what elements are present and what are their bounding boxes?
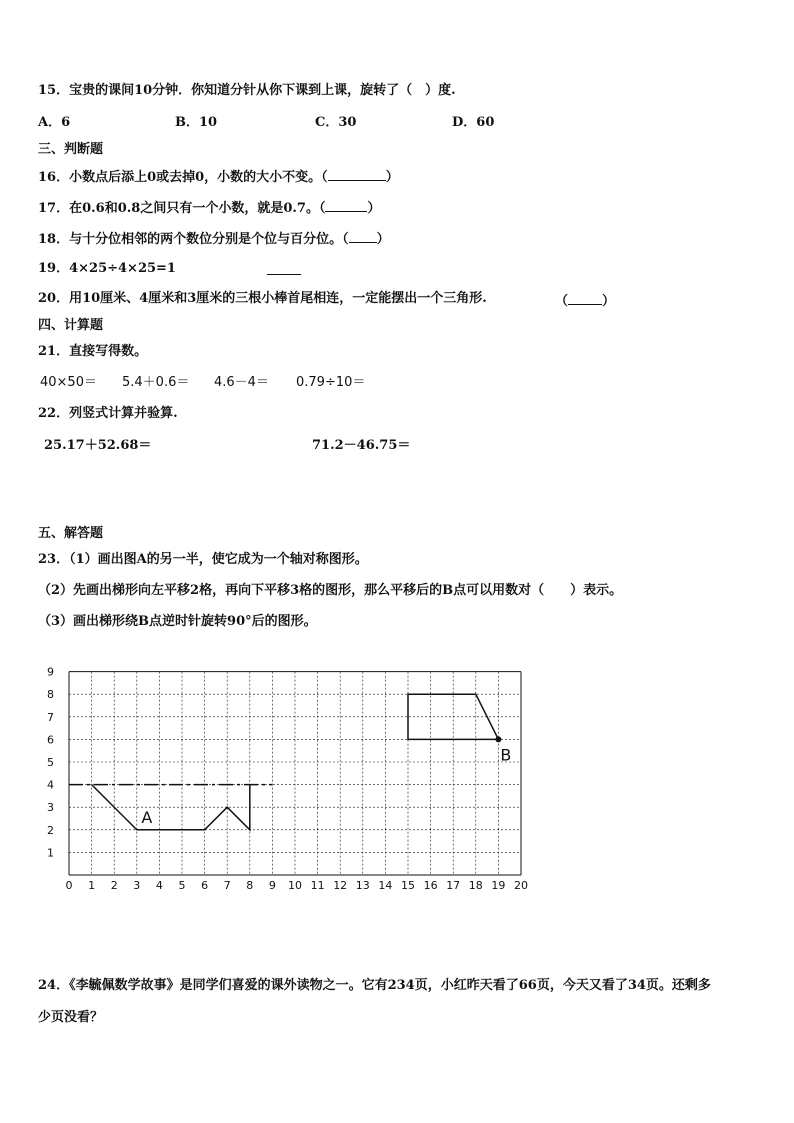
q22-item-2: 71.2－46.75＝ xyxy=(312,438,411,453)
q21-item-1: 40×50＝ xyxy=(40,375,97,390)
x-tick-label: 8 xyxy=(246,879,254,892)
x-tick-label: 20 xyxy=(514,879,528,892)
x-tick-label: 6 xyxy=(201,879,209,892)
x-tick-label: 16 xyxy=(423,879,438,892)
q21-item-4: 0.79÷10＝ xyxy=(296,375,366,390)
y-tick-label: 1 xyxy=(47,846,54,860)
q21-item-3: 4.6－4＝ xyxy=(214,375,269,390)
x-tick-label: 2 xyxy=(110,879,118,892)
x-tick-label: 12 xyxy=(333,879,348,892)
q22-item-1: 25.17＋52.68＝ xyxy=(44,438,152,453)
y-tick-label: 9 xyxy=(47,665,54,679)
x-tick-label: 11 xyxy=(310,879,325,892)
q23-part1: 23．（1）画出图A的另一半，使它成为一个轴对称图形。 xyxy=(38,552,368,567)
q15-option-c: C．30 xyxy=(315,115,357,130)
q15-option-d: D．60 xyxy=(452,115,495,130)
y-tick-label: 3 xyxy=(47,801,54,815)
x-tick-label: 13 xyxy=(355,879,370,892)
point-b-dot xyxy=(495,736,501,742)
x-tick-label: 3 xyxy=(133,879,141,892)
x-tick-label: 18 xyxy=(468,879,483,892)
y-tick-label: 4 xyxy=(47,778,54,792)
q18-close: ） xyxy=(376,232,390,247)
q17-close: ） xyxy=(367,201,381,216)
y-tick-label: 7 xyxy=(47,710,54,724)
q21-text: 21．直接写得数。 xyxy=(38,344,148,359)
q16-stem: 16．小数点后添上0或去掉0，小数的大小不变。（ xyxy=(38,170,328,185)
q15-option-b: B．10 xyxy=(175,115,218,130)
x-tick-label: 10 xyxy=(288,879,302,892)
y-tick-label: 2 xyxy=(47,823,54,837)
section5-title: 五、解答题 xyxy=(38,526,104,541)
q23-part3: （3）画出梯形绕B点逆时针旋转90°后的图形。 xyxy=(38,614,317,629)
x-tick-label: 19 xyxy=(491,879,506,892)
q20-close: ） xyxy=(602,294,616,309)
grid-lines xyxy=(69,672,521,875)
section3-title: 三、判断题 xyxy=(38,142,104,157)
q18-stem: 18．与十分位相邻的两个数位分别是个位与百分位。（ xyxy=(38,232,349,247)
q20-text: 20．用10厘米、4厘米和3厘米的三根小棒首尾相连，一定能摆出一个三角形. xyxy=(38,291,487,306)
q19-text: 19．4×25÷4×25=1 xyxy=(38,261,176,276)
q15-text: 15．宝贵的课间10分钟．你知道分针从你下课到上课，旋转了（ ）度. xyxy=(38,83,456,98)
point-b-label: B xyxy=(500,745,512,765)
x-tick-label: 5 xyxy=(178,879,186,892)
q16-close: ） xyxy=(385,170,399,185)
q24-line2: 少页没看？ xyxy=(38,1010,104,1025)
x-tick-label: 9 xyxy=(268,879,276,892)
q21-item-2: 5.4＋0.6＝ xyxy=(122,375,190,390)
y-tick-labels xyxy=(47,666,54,860)
q15-option-a: A．6 xyxy=(38,115,71,130)
q24-line1: 24．《李毓佩数学故事》是同学们喜爱的课外读物之一。它有234页，小红昨天看了66页，今天又看了34页。还剩多 xyxy=(38,978,711,993)
x-tick-labels xyxy=(66,879,529,892)
x-tick-label: 15 xyxy=(401,879,415,892)
q23-part2: （2）先画出梯形向左平移2格，再向下平移3格的图形，那么平移后的B点可以用数对（ ）表示。 xyxy=(38,583,623,598)
y-tick-label: 8 xyxy=(47,688,54,702)
x-tick-label: 7 xyxy=(223,879,231,892)
y-tick-label: 6 xyxy=(47,733,54,747)
x-tick-label: 1 xyxy=(88,879,96,892)
q22-text: 22．列竖式计算并验算. xyxy=(38,406,178,421)
x-tick-label: 0 xyxy=(65,879,73,892)
section4-title: 四、计算题 xyxy=(38,318,104,333)
q20-open: （ xyxy=(555,294,569,309)
x-tick-label: 14 xyxy=(378,879,393,892)
x-tick-label: 4 xyxy=(155,879,163,892)
y-tick-label: 5 xyxy=(47,756,54,769)
shape-a-label: A xyxy=(141,808,153,828)
q17-stem: 17．在0.6和0.8之间只有一个小数，就是0.7。（ xyxy=(38,201,326,216)
x-tick-label: 17 xyxy=(446,879,461,892)
